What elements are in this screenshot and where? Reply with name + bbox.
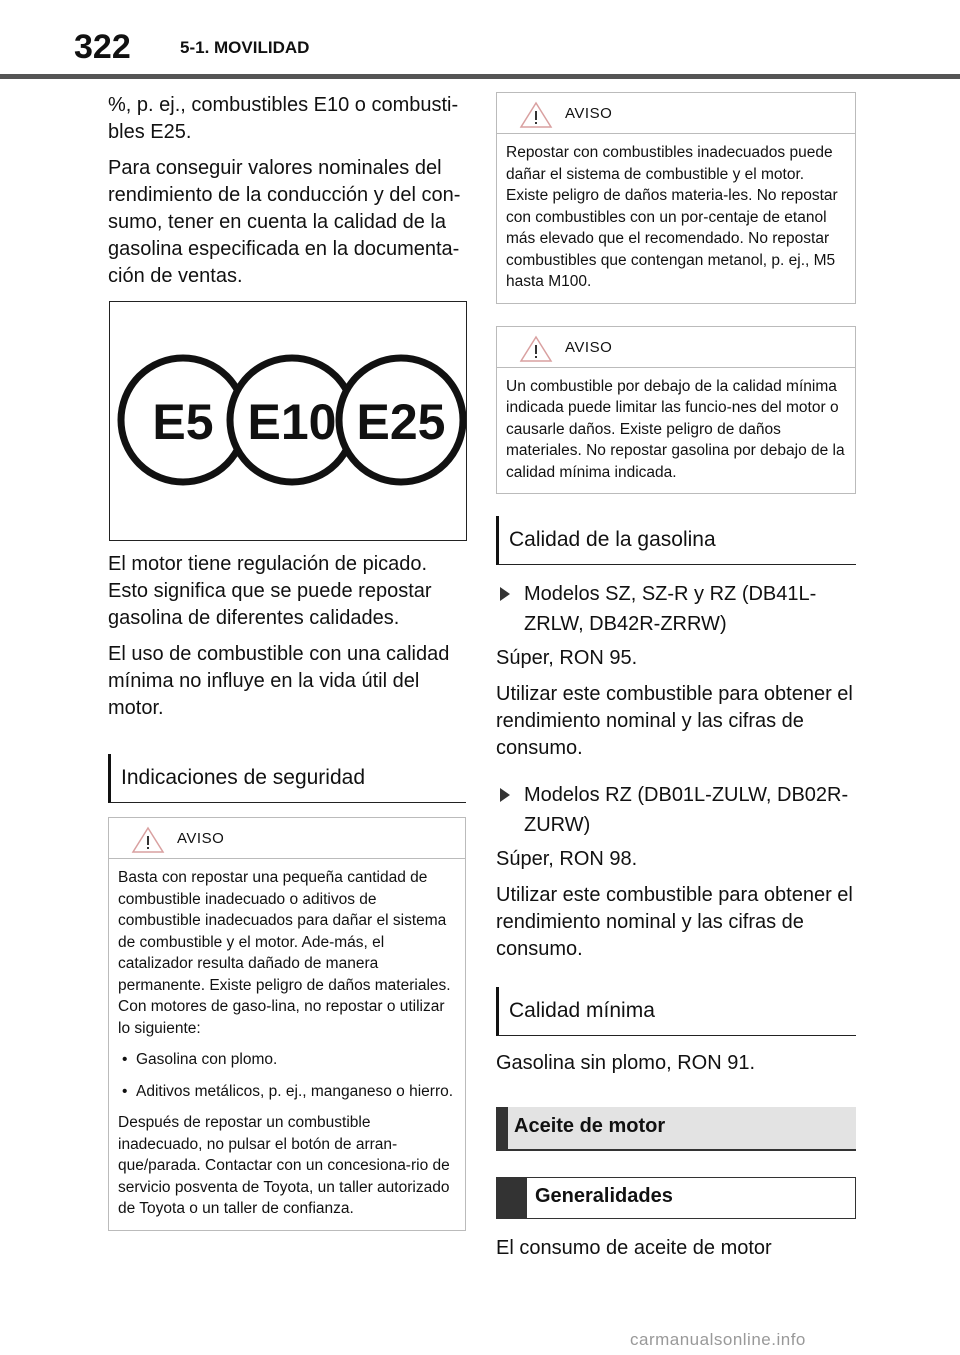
min-quality-heading	[496, 987, 856, 1036]
general-heading	[496, 1177, 856, 1219]
model-item-sz	[496, 579, 856, 639]
warning-outro: Después de repostar un combustible inadecuado, no pulsar el botón de arran-que/parada. Contactar con un concesiona-rio de servicio posventa de Toyota, un taller autorizado de Toyota o un taller de confianza.	[118, 1114, 450, 1217]
heading-bar	[497, 1178, 527, 1218]
paragraph-fuel-types: %, p. ej., combustibles E10 o combusti-bles E25.	[108, 94, 459, 143]
model1-use: Utilizar este combustible para obtener el rendimiento nominal y las cifras de consumo.	[496, 683, 853, 759]
oil-consumption-text: El consumo de aceite de motor	[496, 1237, 772, 1259]
model-item-text: Modelos SZ, SZ-R y RZ (DB41L-ZRLW, DB42R-ZRRW)	[524, 583, 817, 635]
warning-text: Repostar con combustibles inadecuados puede dañar el sistema de combustible y el motor. Existe peligro de daños materia-les. No repostar con combustibles con un por-centaje de etanol más elevado que el recomendado. No repostar combustibles que contengan metanol, p. ej., M5 hasta M100.	[506, 144, 838, 290]
triangle-bullet-icon	[500, 587, 510, 601]
fuel-quality-heading	[496, 516, 856, 565]
heading-bar	[496, 1107, 508, 1149]
paragraph-engine-life: El uso de combustible con una calidad mínima no influye en la vida útil del motor.	[108, 643, 450, 719]
warning-triangle-icon	[519, 335, 553, 363]
model2-use: Utilizar este combustible para obtener el rendimiento nominal y las cifras de consumo.	[496, 884, 853, 960]
page-header	[0, 0, 960, 78]
engine-oil-heading-text: Aceite de motor	[514, 1115, 666, 1137]
watermark: carmanualsonline.info	[630, 1330, 806, 1349]
page-number: 322	[74, 28, 131, 66]
warning-body	[109, 859, 465, 1230]
triangle-bullet-icon	[500, 788, 510, 802]
fuel-labels-figure	[109, 301, 467, 541]
general-heading-text: Generalidades	[535, 1185, 673, 1207]
warning-triangle-icon	[519, 101, 553, 129]
warning-intro: Basta con repostar una pequeña cantidad de combustible inadecuado o aditivos de combustible inadecuados para dañar el sistema de combustible y el motor. Ade-más, el catalizador resulta dañado de manera permanente. Existe peligro de daños materiales. Con motores de gaso-lina, no repostar o utilizar lo siguiente:	[118, 869, 451, 1037]
warning-label: AVISO	[565, 338, 613, 356]
engine-oil-heading	[496, 1107, 856, 1151]
model-item-rz	[496, 780, 856, 840]
warning-text: Un combustible por debajo de la calidad mínima indicada puede limitar las funcio-nes del motor o causarle daños. Existe peligro de daños materiales. No repostar gasolina por debajo de la calidad mínima indicada.	[506, 377, 845, 481]
warning-triangle-icon	[131, 826, 165, 854]
right-column	[496, 92, 856, 1271]
min-quality-text: Gasolina sin plomo, RON 91.	[496, 1052, 756, 1074]
warning-box-wrong-fuel	[108, 817, 466, 1231]
model-item-text: Modelos RZ (DB01L-ZULW, DB02R-ZURW)	[524, 784, 849, 836]
warning-label: AVISO	[565, 105, 613, 122]
warning-bullet-lead: • Gasolina con plomo.	[118, 1049, 455, 1071]
warning-box-min-quality	[496, 326, 856, 495]
fuel-labels-illustration	[110, 302, 466, 540]
model1-fuel: Súper, RON 95.	[496, 647, 638, 669]
e25-label: E25	[356, 394, 446, 450]
model2-fuel: Súper, RON 98.	[496, 848, 638, 870]
paragraph-knock-control: El motor tiene regulación de picado. Esto significa que se puede repostar gasolina de diferentes calidades.	[108, 553, 432, 629]
left-column	[108, 92, 466, 1253]
e10-label: E10	[247, 394, 337, 450]
safety-heading-text: Indicaciones de seguridad	[121, 766, 366, 789]
safety-heading	[108, 754, 466, 803]
header-rule	[0, 74, 960, 79]
min-quality-heading-text: Calidad mínima	[509, 999, 655, 1022]
warning-box-ethanol	[496, 92, 856, 304]
warning-bullet-metal-additives: • Aditivos metálicos, p. ej., manganeso o hierro.	[118, 1081, 455, 1103]
warning-body	[497, 134, 855, 303]
paragraph-fuel-quality: Para conseguir valores nominales del rendimiento de la conducción y del con-sumo, tener en cuenta la calidad de la gasolina especificada en la documenta-ción de ventas.	[108, 157, 461, 287]
warning-body	[497, 368, 855, 494]
warning-label: AVISO	[177, 830, 225, 847]
fuel-quality-heading-text: Calidad de la gasolina	[509, 528, 716, 551]
section-title: 5-1. MOVILIDAD	[180, 38, 310, 57]
warning-header	[497, 93, 855, 134]
warning-header	[109, 818, 465, 859]
warning-header	[497, 327, 855, 368]
e5-label: E5	[152, 394, 214, 450]
